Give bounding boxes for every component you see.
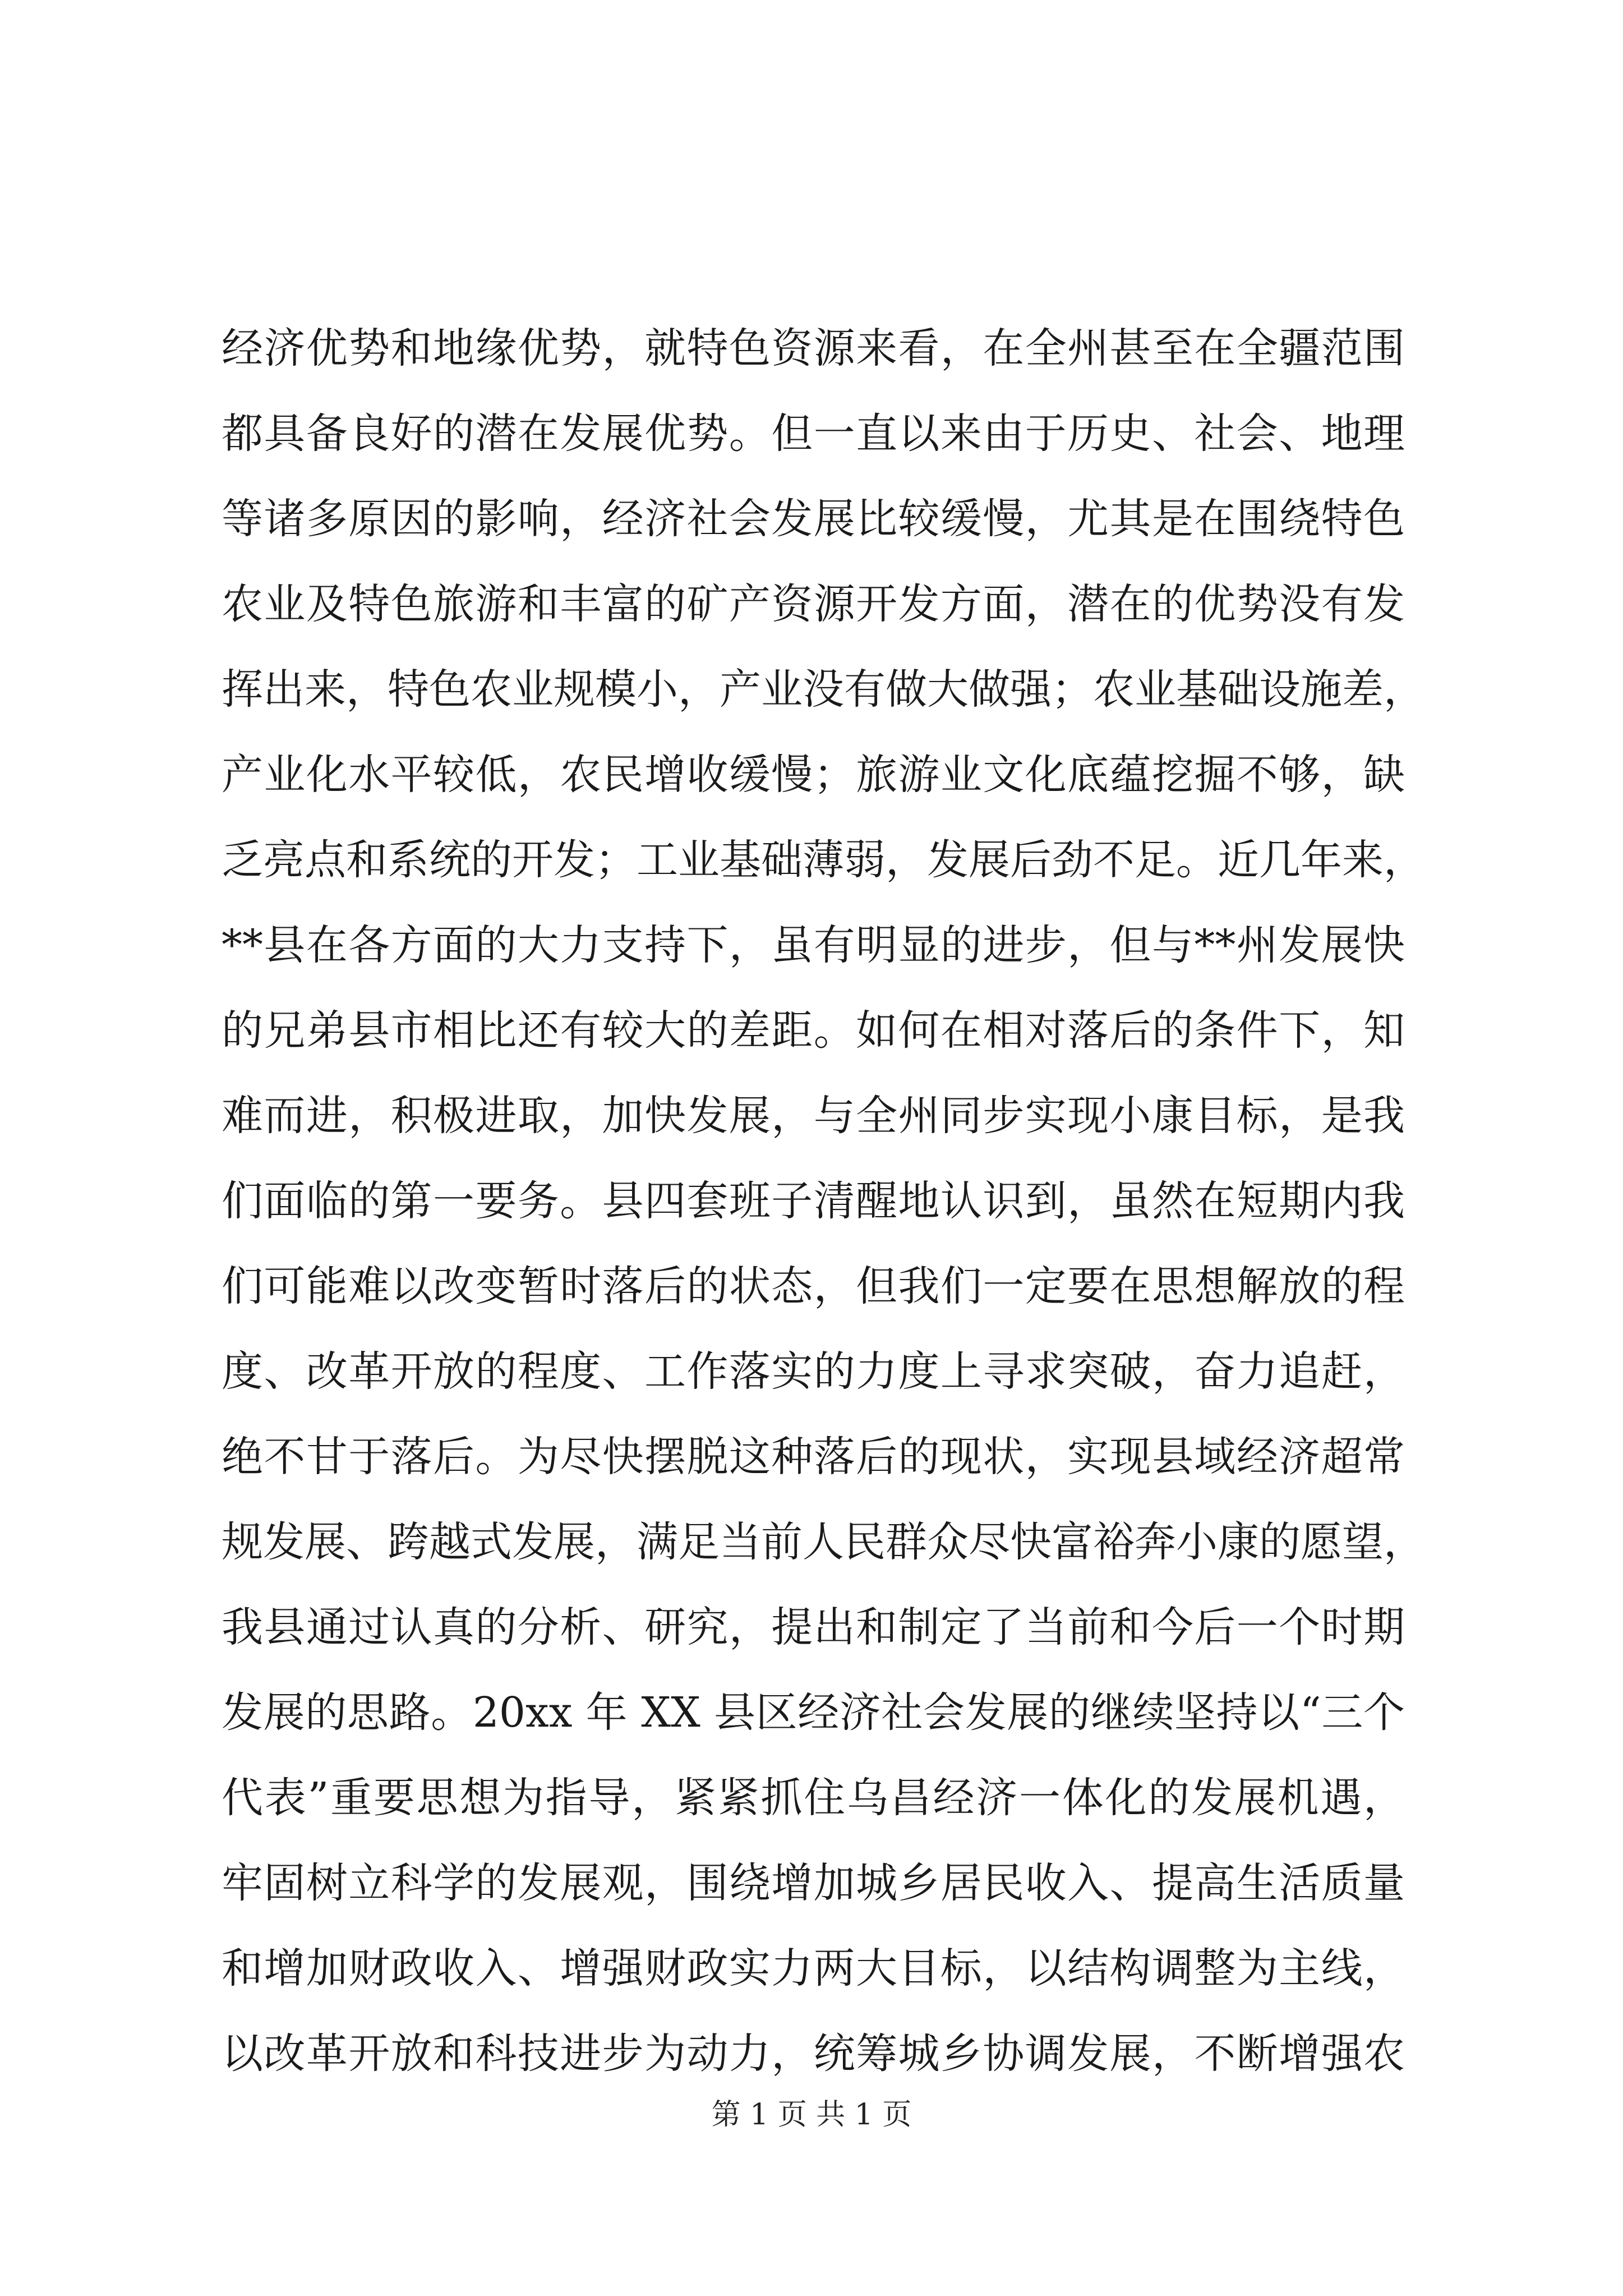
- text-line: 和增加财政收入、增强财政实力两大目标，以结构调整为主线，: [222, 1944, 1405, 1993]
- text-line: 代表”重要思想为指导，紧紧抓住乌昌经济一体化的发展机遇，: [222, 1774, 1405, 1822]
- page-footer: 第 1 页 共 1 页: [711, 2098, 912, 2132]
- text-line: 的兄弟县市相比还有较大的差距。如何在相对落后的条件下，知: [222, 1006, 1405, 1055]
- text-line: 我县通过认真的分析、研究，提出和制定了当前和今后一个时期: [222, 1603, 1405, 1651]
- text-line: 产业化水平较低，农民增收缓慢；旅游业文化底蕴挖掘不够，缺: [222, 751, 1405, 799]
- text-line: 牢固树立科学的发展观，围绕增加城乡居民收入、提高生活质量: [222, 1859, 1405, 1907]
- text-line: 发展的思路。20xx 年 XX 县区经济社会发展的继续坚持以“三个: [222, 1688, 1405, 1737]
- text-line: 都具备良好的潜在发展优势。但一直以来由于历史、社会、地理: [222, 409, 1405, 458]
- text-line: 挥出来，特色农业规模小，产业没有做大做强；农业基础设施差，: [222, 665, 1425, 714]
- text-line: 以改革开放和科技进步为动力，统筹城乡协调发展，不断增强农: [222, 2030, 1405, 2078]
- text-line: 度、改革开放的程度、工作落实的力度上寻求突破，奋力追赶，: [222, 1347, 1405, 1396]
- text-line: 规发展、跨越式发展，满足当前人民群众尽快富裕奔小康的愿望，: [222, 1518, 1425, 1566]
- text-line: 绝不甘于落后。为尽快摆脱这种落后的现状，实现县域经济超常: [222, 1433, 1405, 1481]
- text-line: **县在各方面的大力支持下，虽有明显的进步，但与**州发展快: [222, 921, 1405, 969]
- body-text: [222, 306, 1425, 2096]
- text-line: 们可能难以改变暂时落后的状态，但我们一定要在思想解放的程: [222, 1262, 1405, 1310]
- text-line: 们面临的第一要务。县四套班子清醒地认识到，虽然在短期内我: [222, 1177, 1405, 1225]
- text-line: 等诸多原因的影响，经济社会发展比较缓慢，尤其是在围绕特色: [222, 495, 1405, 543]
- text-line: 经济优势和地缘优势，就特色资源来看，在全州甚至在全疆范围: [222, 324, 1405, 372]
- text-line: 难而进，积极进取，加快发展，与全州同步实现小康目标，是我: [222, 1092, 1405, 1140]
- text-line: 农业及特色旅游和丰富的矿产资源开发方面，潜在的优势没有发: [222, 580, 1405, 628]
- text-line: 乏亮点和系统的开发；工业基础薄弱，发展后劲不足。近几年来，: [222, 836, 1425, 884]
